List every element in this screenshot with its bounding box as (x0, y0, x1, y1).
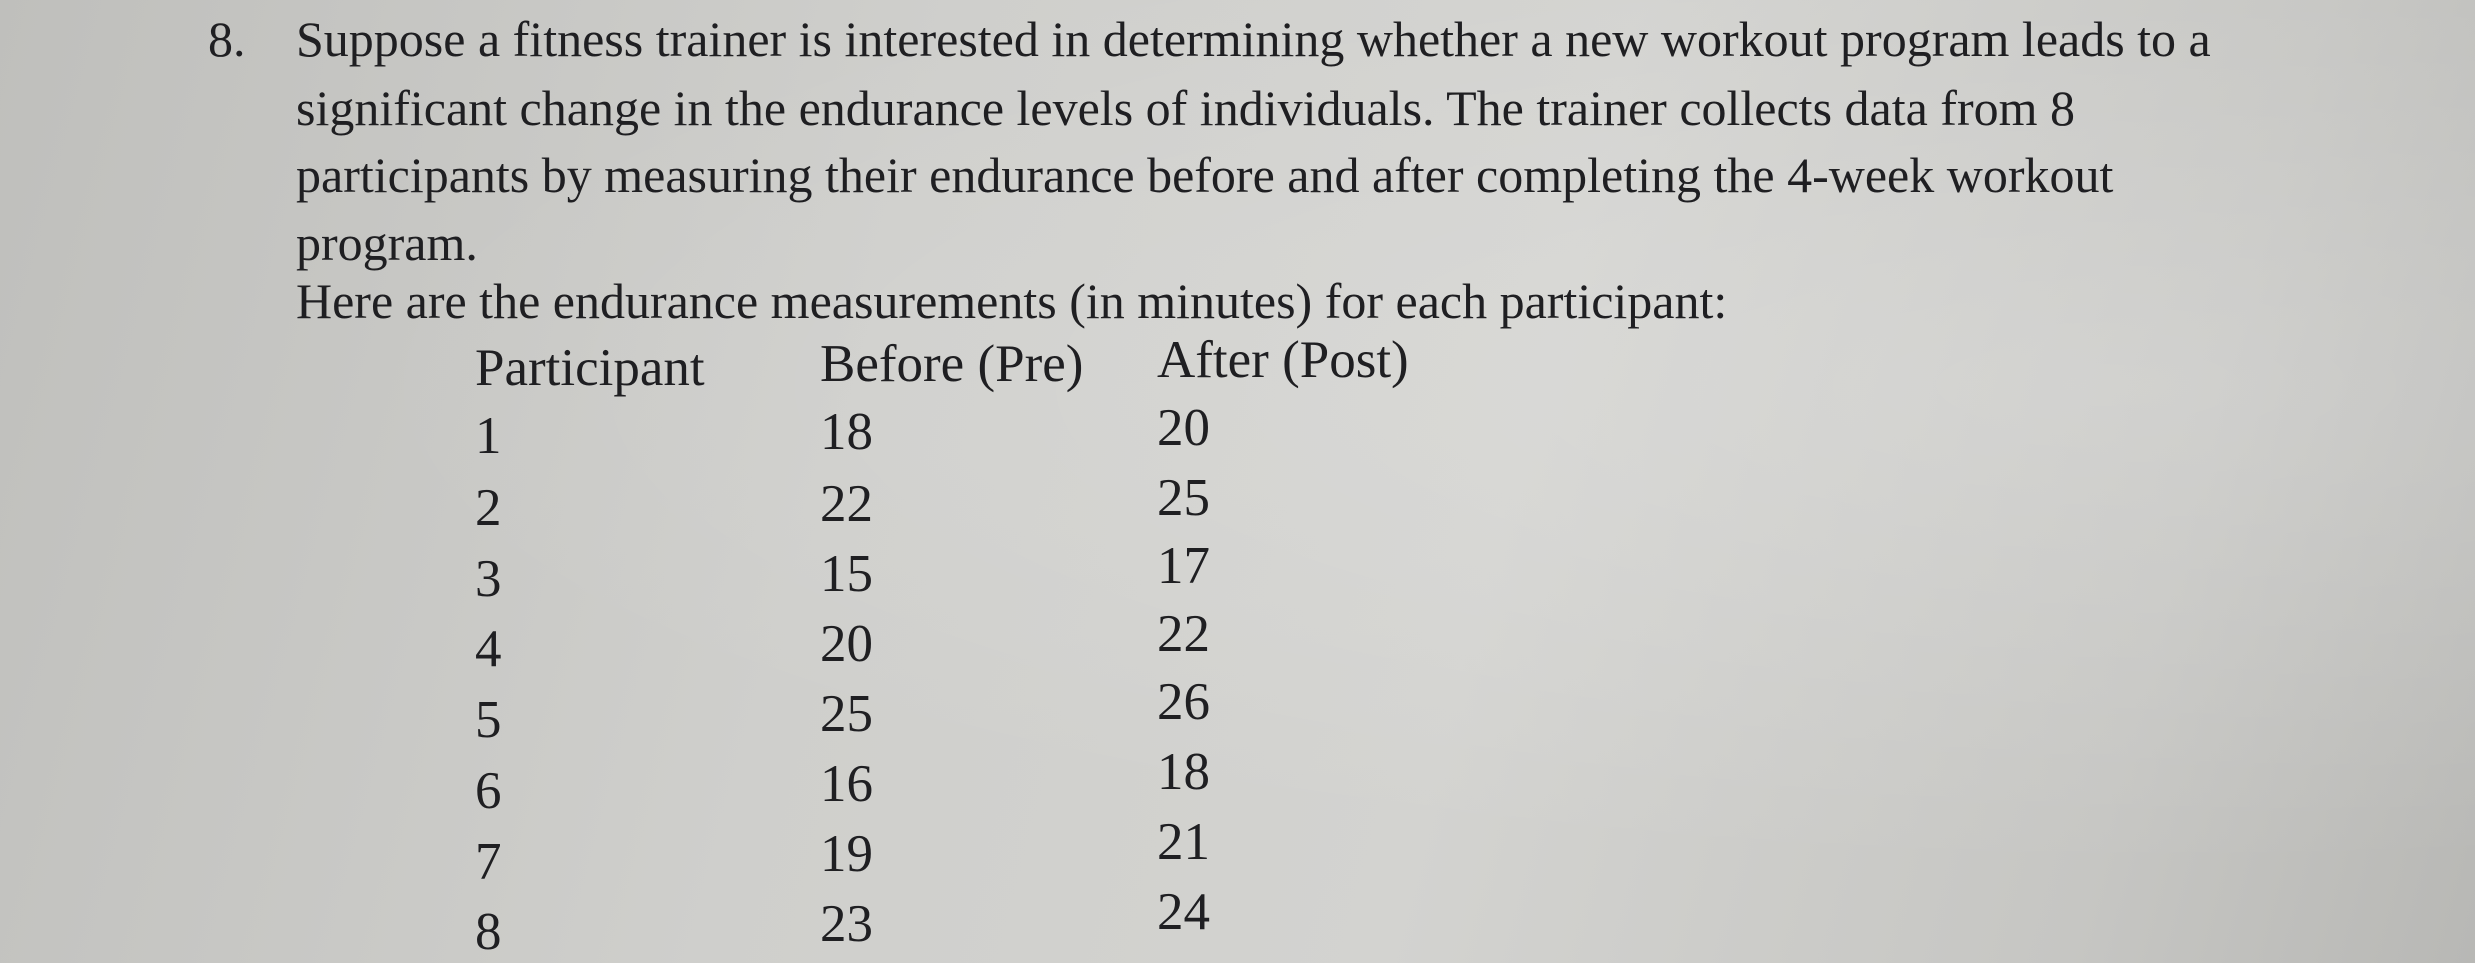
after-cell: 26 (1157, 673, 1210, 731)
participant-cell: 2 (475, 479, 502, 537)
after-cell: 21 (1157, 813, 1210, 871)
question-line-3: participants by measuring their endurance before and after completing the 4-week workout (296, 147, 2114, 203)
question-number: 8. (208, 11, 246, 67)
before-cell: 19 (820, 825, 873, 883)
before-cell: 18 (820, 403, 873, 461)
participant-cell: 7 (475, 833, 502, 891)
question-line-4: program. (296, 215, 478, 271)
participant-cell: 6 (475, 762, 502, 820)
table-header-after: After (Post) (1157, 331, 1409, 389)
after-cell: 24 (1157, 883, 1210, 941)
before-cell: 15 (820, 545, 873, 603)
after-cell: 22 (1157, 605, 1210, 663)
before-cell: 20 (820, 615, 873, 673)
participant-cell: 1 (475, 407, 502, 465)
question-line-1: Suppose a fitness trainer is interested in determining whether a new workout program leads to a (296, 11, 2211, 67)
before-cell: 22 (820, 475, 873, 533)
table-header-before: Before (Pre) (820, 335, 1084, 393)
before-cell: 23 (820, 895, 873, 953)
participant-cell: 4 (475, 620, 502, 678)
before-cell: 16 (820, 755, 873, 813)
participant-cell: 8 (475, 903, 502, 961)
question-line-5: Here are the endurance measurements (in minutes) for each participant: (296, 273, 1728, 329)
after-cell: 17 (1157, 537, 1210, 595)
participant-cell: 3 (475, 550, 502, 608)
table-header-participant: Participant (475, 339, 705, 397)
after-cell: 20 (1157, 399, 1210, 457)
after-cell: 25 (1157, 469, 1210, 527)
question-line-2: significant change in the endurance levels of individuals. The trainer collects data from 8 (296, 80, 2076, 136)
after-cell: 18 (1157, 743, 1210, 801)
participant-cell: 5 (475, 691, 502, 749)
before-cell: 25 (820, 685, 873, 743)
